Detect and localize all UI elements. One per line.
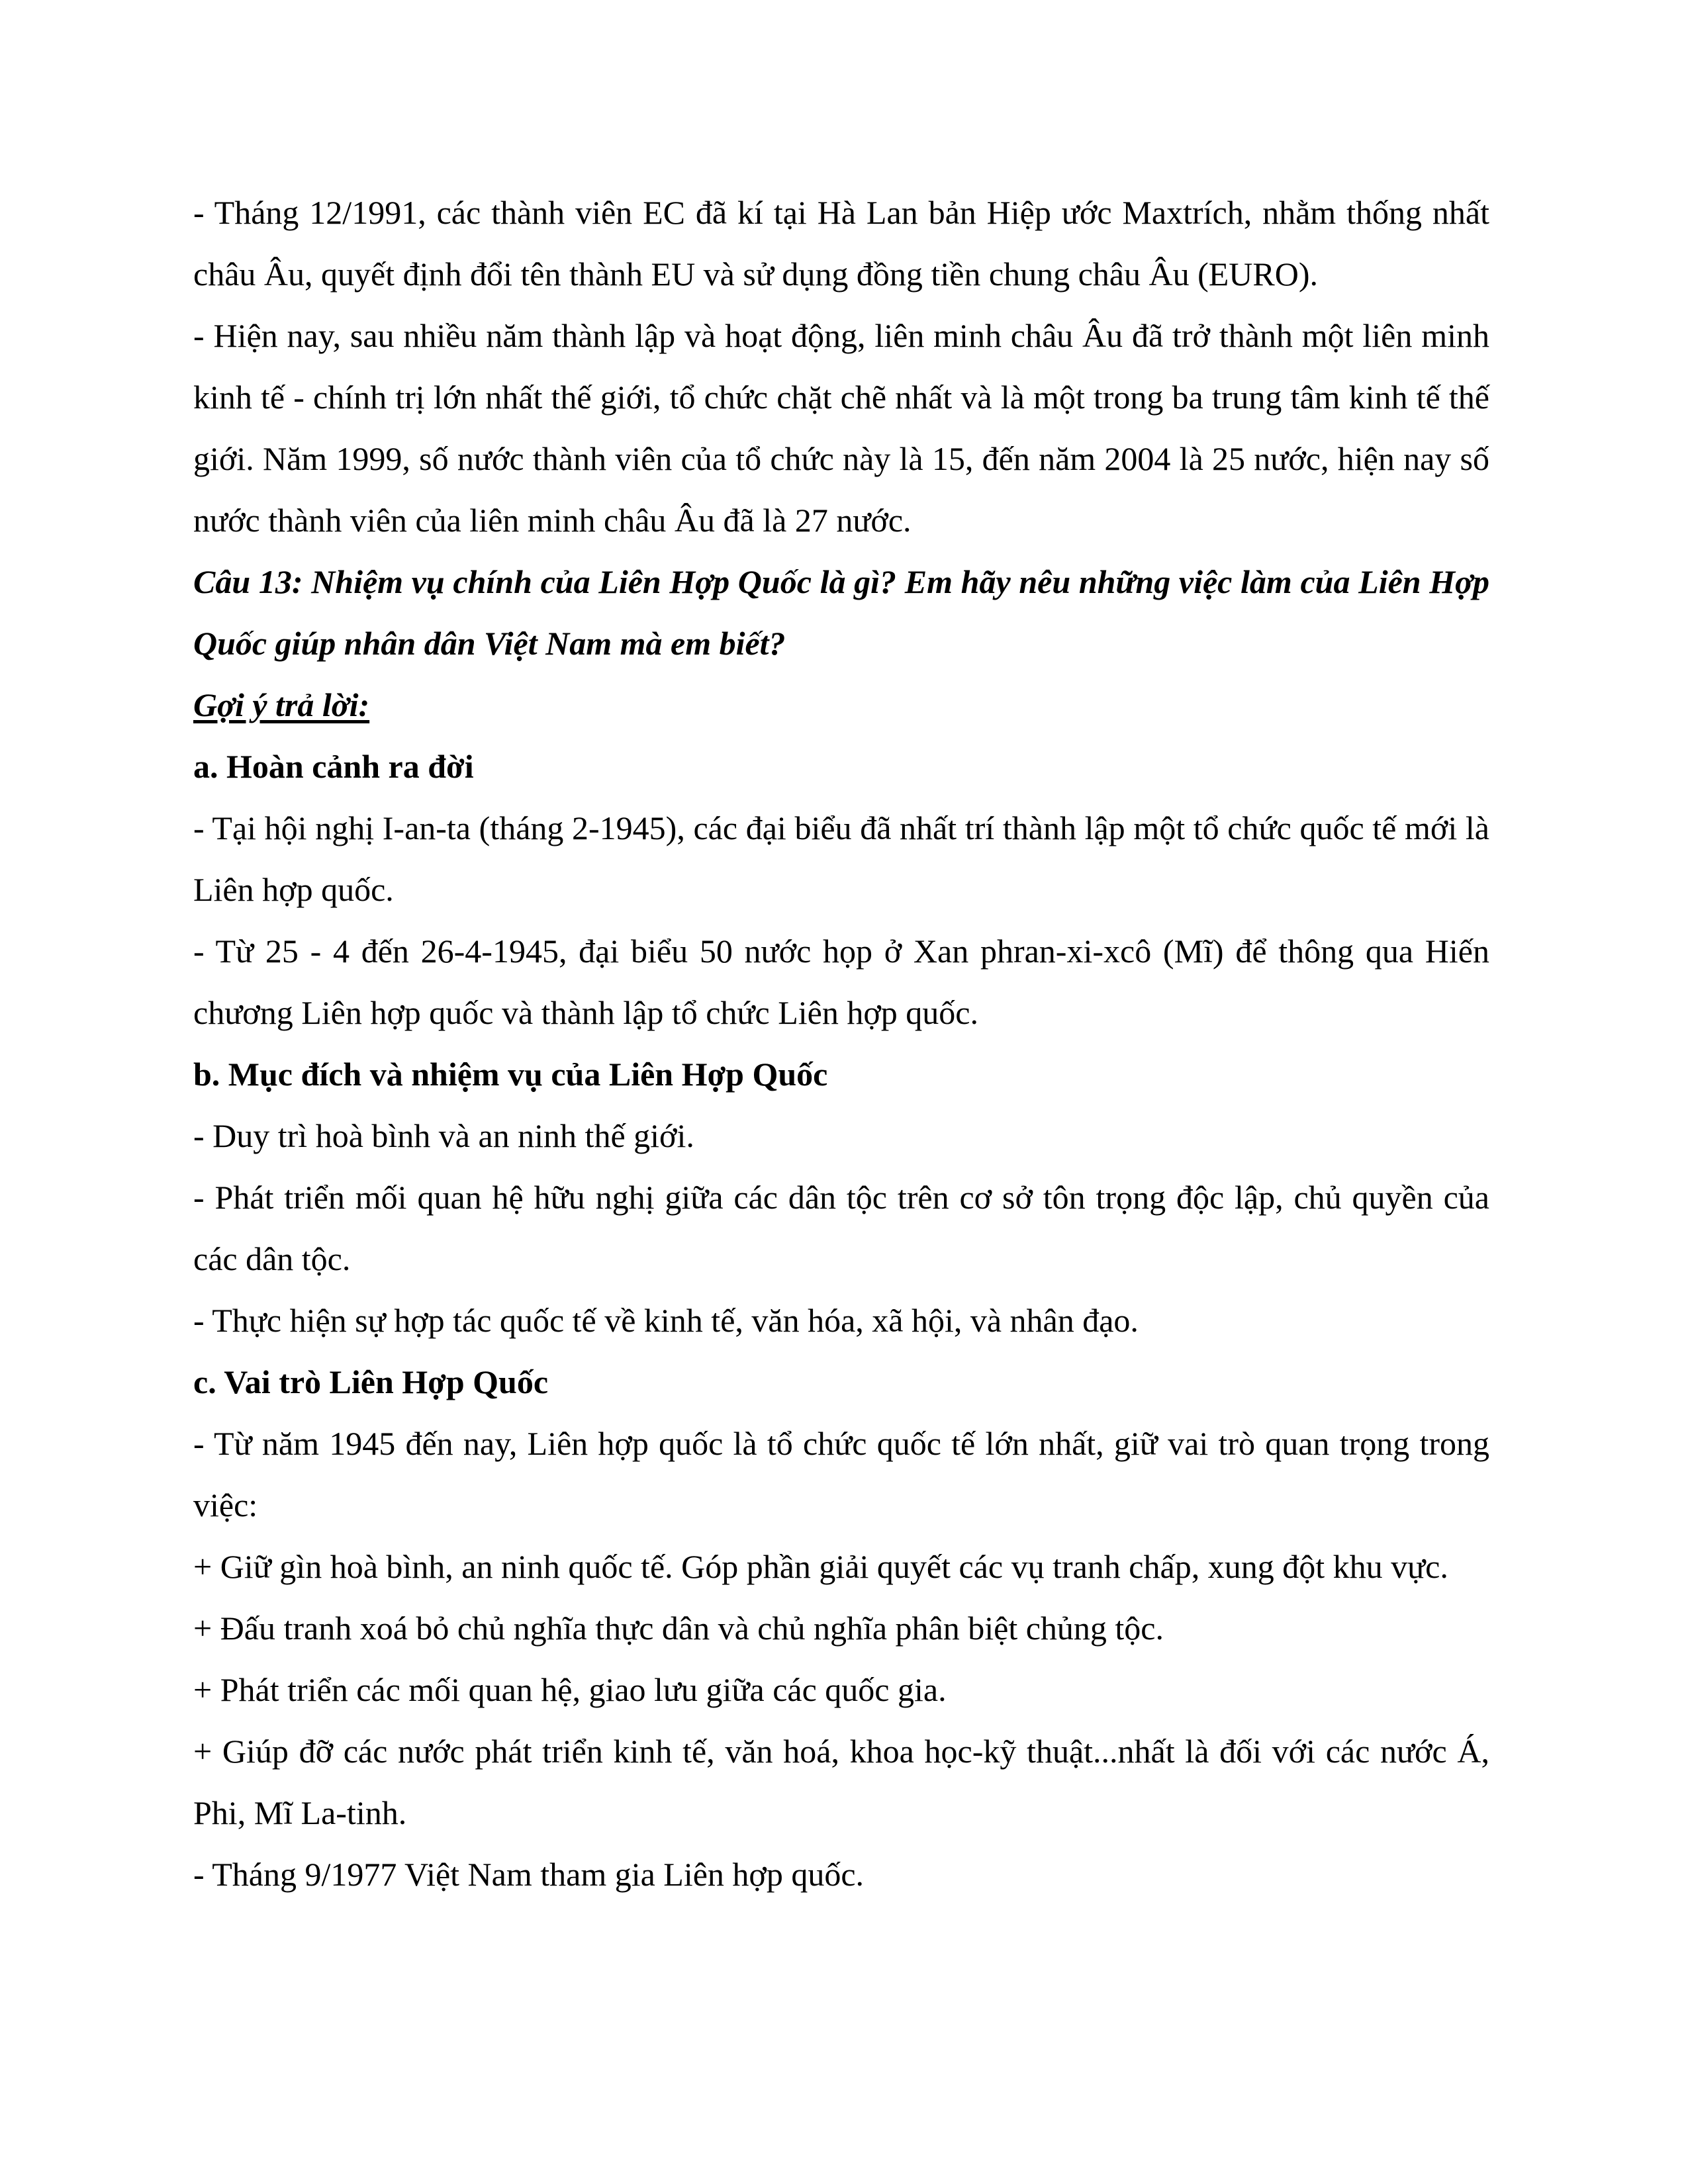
section-b-paragraph: - Phát triển mối quan hệ hữu nghị giữa các dân tộc trên cơ sở tôn trọng độc lập, chủ quyền của các dân tộc. (193, 1179, 1489, 1277)
section-c-paragraph: + Đấu tranh xoá bỏ chủ nghĩa thực dân và chủ nghĩa phân biệt chủng tộc. (193, 1610, 1164, 1647)
section-c-paragraph: - Tháng 9/1977 Việt Nam tham gia Liên hợp quốc. (193, 1856, 865, 1893)
section-a-paragraph: - Từ 25 - 4 đến 26-4-1945, đại biểu 50 nước họp ở Xan phran-xi-xcô (Mĩ) để thông qua Hiến chương Liên hợp quốc và thành lập tổ chức Liên hợp quốc. (193, 933, 1489, 1031)
question-13: Câu 13: Nhiệm vụ chính của Liên Hợp Quốc là gì? Em hãy nêu những việc làm của Liên Hợp Quốc giúp nhân dân Việt Nam mà em biết? (193, 563, 1489, 662)
section-c-paragraph: - Từ năm 1945 đến nay, Liên hợp quốc là tổ chức quốc tế lớn nhất, giữ vai trò quan trọng trong việc: (193, 1425, 1489, 1524)
section-b-paragraph: - Duy trì hoà bình và an ninh thế giới. (193, 1117, 694, 1154)
document-page (193, 182, 1489, 1905)
section-c-paragraph: + Giúp đỡ các nước phát triển kinh tế, văn hoá, khoa học-kỹ thuật...nhất là đối với các nước Á, Phi, Mĩ La-tinh. (193, 1733, 1489, 1831)
section-a-paragraph: - Tại hội nghị I-an-ta (tháng 2-1945), các đại biểu đã nhất trí thành lập một tổ chức quốc tế mới là Liên hợp quốc. (193, 809, 1489, 908)
answer-hint-label: Gợi ý trả lời: (193, 686, 370, 723)
section-c-heading: c. Vai trò Liên Hợp Quốc (193, 1363, 549, 1400)
paragraph-eu-today: - Hiện nay, sau nhiều năm thành lập và hoạt động, liên minh châu Âu đã trở thành một liên minh kinh tế - chính trị lớn nhất thế giới, tổ chức chặt chẽ nhất và là một trong ba trung tâm kinh tế thế giới. Năm 1999, số nước thành viên của tổ chức này là 15, đến năm 2004 là 25 nước, hiện nay số nước thành viên của liên minh châu Âu đã là 27 nước. (193, 317, 1489, 539)
section-c-paragraph: + Phát triển các mối quan hệ, giao lưu giữa các quốc gia. (193, 1671, 947, 1708)
section-b-heading: b. Mục đích và nhiệm vụ của Liên Hợp Quốc (193, 1056, 828, 1093)
section-c-paragraph: + Giữ gìn hoà bình, an ninh quốc tế. Góp phần giải quyết các vụ tranh chấp, xung đột khu vực. (193, 1548, 1448, 1585)
section-a-heading: a. Hoàn cảnh ra đời (193, 748, 474, 785)
section-b-paragraph: - Thực hiện sự hợp tác quốc tế về kinh tế, văn hóa, xã hội, và nhân đạo. (193, 1302, 1139, 1339)
paragraph-maastricht-treaty: - Tháng 12/1991, các thành viên EC đã kí tại Hà Lan bản Hiệp ước Maxtrích, nhằm thống nhất châu Âu, quyết định đổi tên thành EU và sử dụng đồng tiền chung châu Âu (EURO). (193, 194, 1489, 293)
